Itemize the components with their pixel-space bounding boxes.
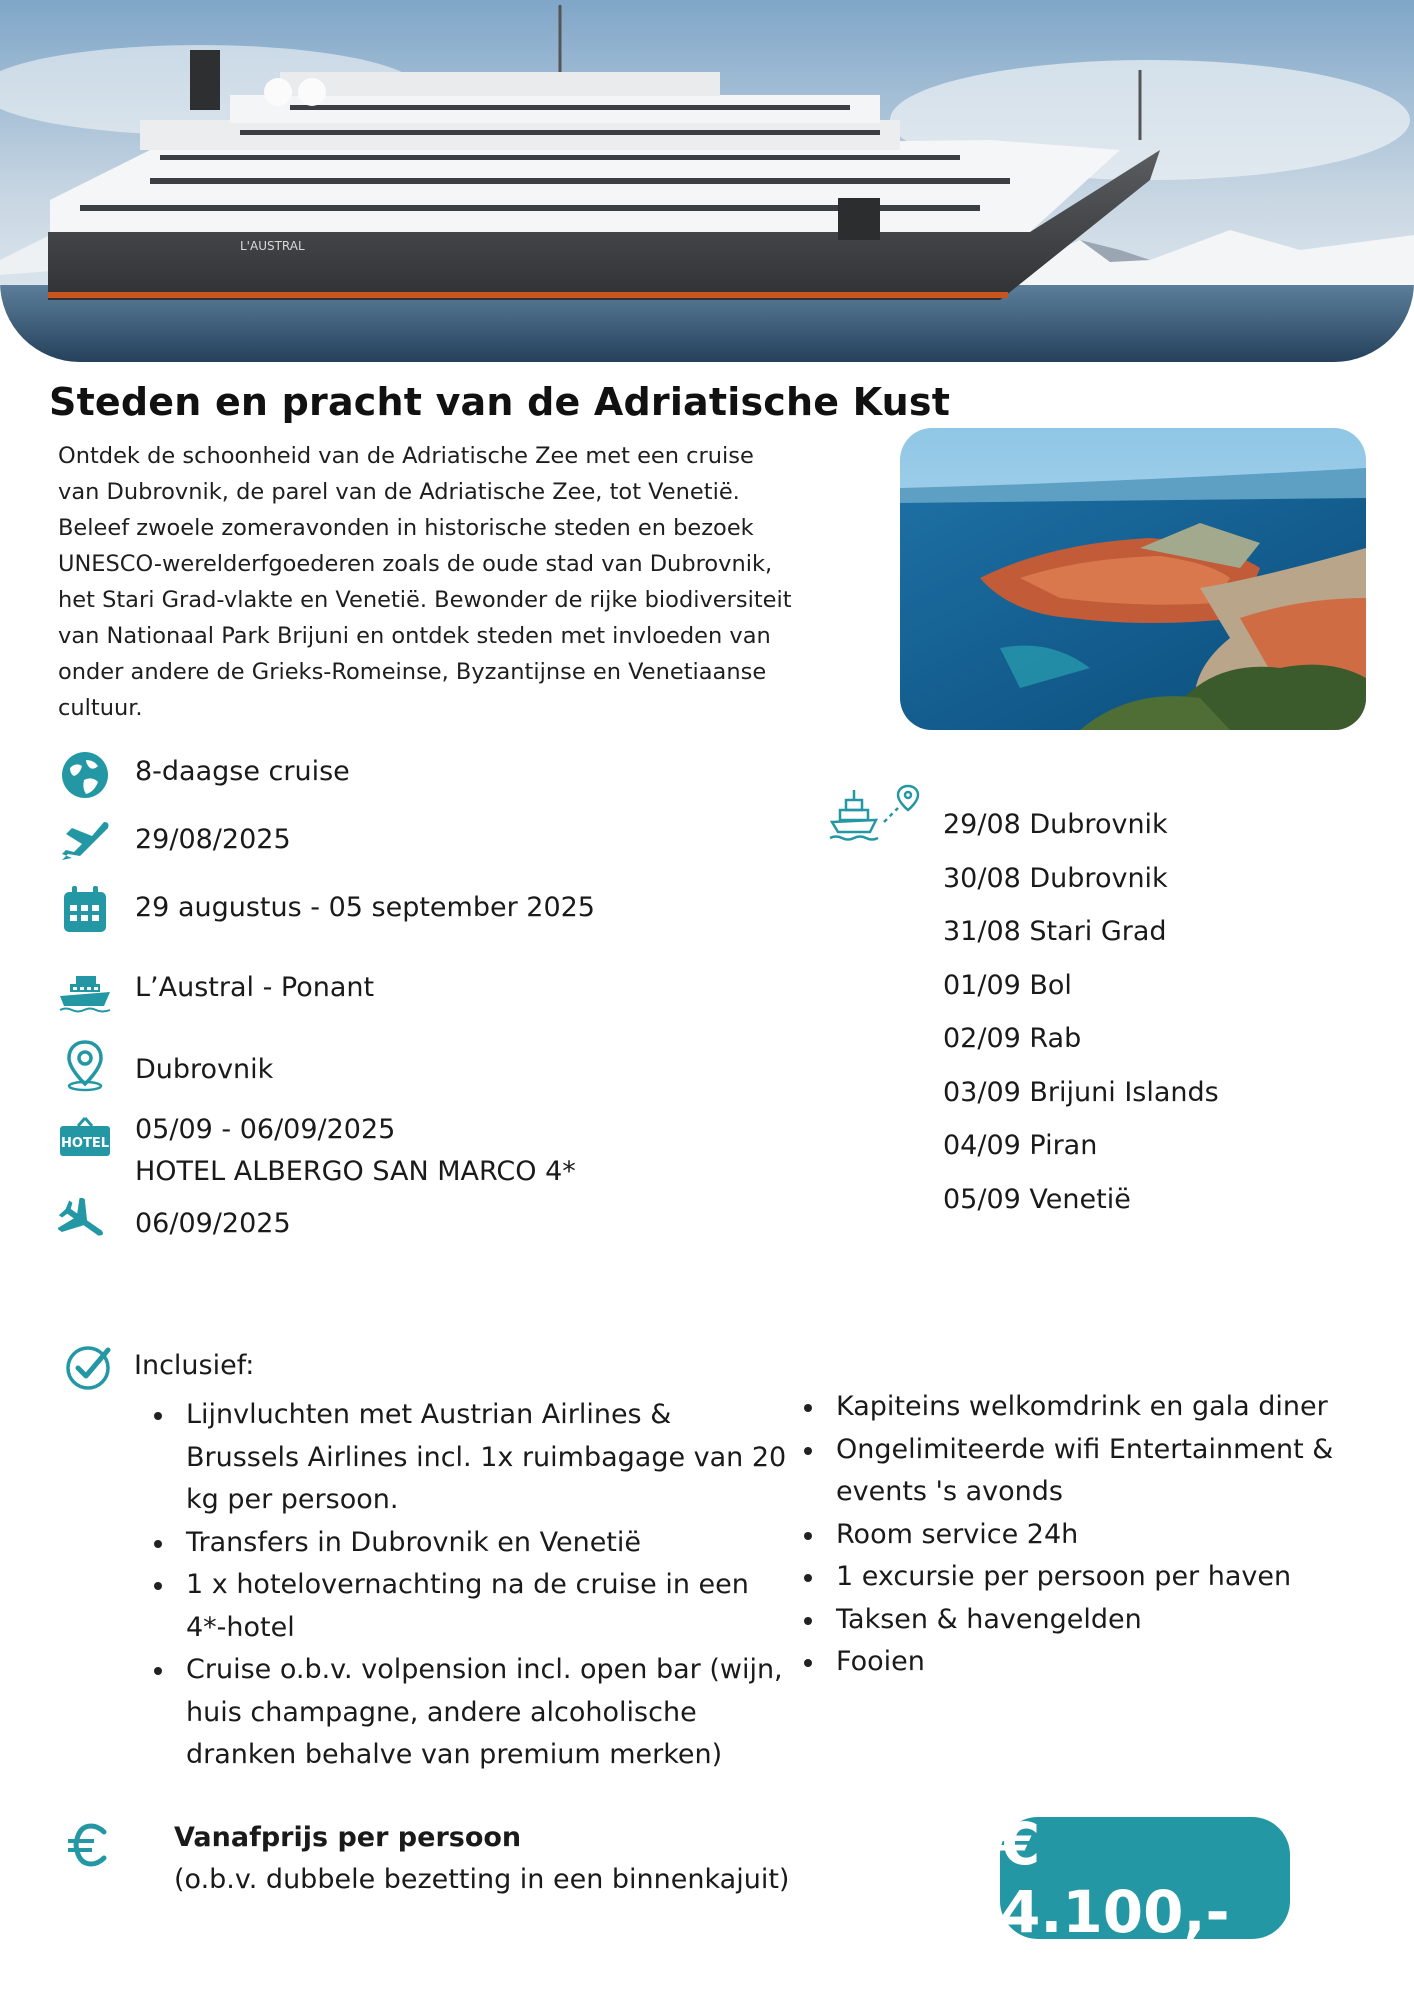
- cruise-dates-text: 29 augustus - 05 september 2025: [135, 892, 595, 923]
- detail-duration: [58, 748, 758, 804]
- inclusions-title: Inclusief:: [134, 1350, 255, 1381]
- itinerary-stop: 05/09 Venetië: [943, 1183, 1131, 1215]
- hotel-dates-text: 05/09 - 06/09/2025: [135, 1114, 396, 1145]
- hero-cruise-ship-image: [0, 0, 1414, 362]
- inclusions-list-left: [150, 1394, 790, 1777]
- detail-departure: [58, 1038, 758, 1094]
- hero-ship-name: L'AUSTRAL: [240, 239, 305, 253]
- outbound-flight-date: 29/08/2025: [135, 824, 291, 855]
- detail-hotel: [58, 1110, 758, 1196]
- ship-name-text: L’Austral - Ponant: [135, 972, 375, 1003]
- calendar-icon: [58, 882, 112, 936]
- airplane-icon: [58, 814, 112, 868]
- list-item: Taksen & havengelden: [800, 1599, 1360, 1642]
- itinerary-list: [943, 798, 1219, 1226]
- list-item: Fooien: [800, 1641, 1360, 1684]
- detail-return-flight: [58, 1198, 758, 1254]
- price-label: Vanafprijs per persoon: [174, 1822, 522, 1853]
- itinerary-stop: 02/09 Rab: [943, 1023, 1082, 1054]
- price-badge: € 4.100,-: [1000, 1817, 1290, 1939]
- globe-icon: [58, 748, 112, 802]
- checkmark-circle-icon: [64, 1342, 114, 1392]
- list-item: Cruise o.b.v. volpension incl. open bar (wijn, huis champagne, andere alcoholische dranken behalve van premium merken): [150, 1649, 790, 1777]
- intro-paragraph: Ontdek de schoonheid van de Adriatische Zee met een cruise van Dubrovnik, de parel van de Adriatische Zee, tot Venetië. Beleef zwoele zomeravonden in historische steden en bezoek UNESCO-werelderfgoederen zoals de oude stad van Dubrovnik, het Stari Grad-vlakte en Venetië. Bewonder de rijke biodiversiteit van Nationaal Park Brijuni en ontdek steden met invloeden van onder andere de Grieks-Romeinse, Byzantijnse en Venetiaanse cultuur.: [58, 443, 792, 721]
- list-item: Room service 24h: [800, 1514, 1360, 1557]
- euro-icon: [64, 1820, 114, 1870]
- airplane-icon: [58, 1198, 112, 1252]
- list-item: Ongelimiteerde wifi Entertainment & events 's avonds: [800, 1429, 1360, 1514]
- list-item: Kapiteins welkomdrink en gala diner: [800, 1386, 1360, 1429]
- duration-text: 8-daagse cruise: [135, 756, 350, 787]
- itinerary-stop: 04/09 Piran: [943, 1130, 1098, 1161]
- return-flight-date: 06/09/2025: [135, 1208, 291, 1239]
- hotel-icon: [58, 1114, 112, 1168]
- detail-ship: [58, 962, 758, 1018]
- dubrovnik-photo: [900, 428, 1366, 730]
- list-item: Lijnvluchten met Austrian Airlines & Brussels Airlines incl. 1x ruimbagage van 20 kg per persoon.: [150, 1394, 790, 1522]
- cruise-route-icon: [828, 782, 920, 844]
- hotel-icon-label: HOTEL: [61, 1136, 109, 1151]
- list-item: 1 excursie per persoon per haven: [800, 1556, 1360, 1599]
- itinerary-stop: 29/08 Dubrovnik: [943, 809, 1168, 840]
- itinerary-stop: 31/08 Stari Grad: [943, 916, 1167, 947]
- itinerary-stop: 30/08 Dubrovnik: [943, 862, 1168, 894]
- detail-outbound-flight: [58, 814, 758, 870]
- page-title: Steden en pracht van de Adriatische Kust: [49, 380, 951, 424]
- list-item: Transfers in Dubrovnik en Venetië: [150, 1522, 790, 1565]
- location-pin-icon: [58, 1038, 112, 1092]
- list-item: 1 x hotelovernachting na de cruise in een 4*-hotel: [150, 1564, 790, 1649]
- departure-city-text: Dubrovnik: [135, 1054, 274, 1085]
- cruise-ship-icon: [58, 962, 112, 1016]
- price-note: (o.b.v. dubbele bezetting in een binnenkajuit): [174, 1864, 790, 1895]
- detail-dates: [58, 882, 758, 938]
- itinerary-stop: 01/09 Bol: [943, 969, 1072, 1001]
- hotel-name-text: HOTEL ALBERGO SAN MARCO 4*: [135, 1156, 576, 1187]
- inclusions-list-right: [800, 1386, 1360, 1684]
- itinerary-stop: 03/09 Brijuni Islands: [943, 1076, 1219, 1108]
